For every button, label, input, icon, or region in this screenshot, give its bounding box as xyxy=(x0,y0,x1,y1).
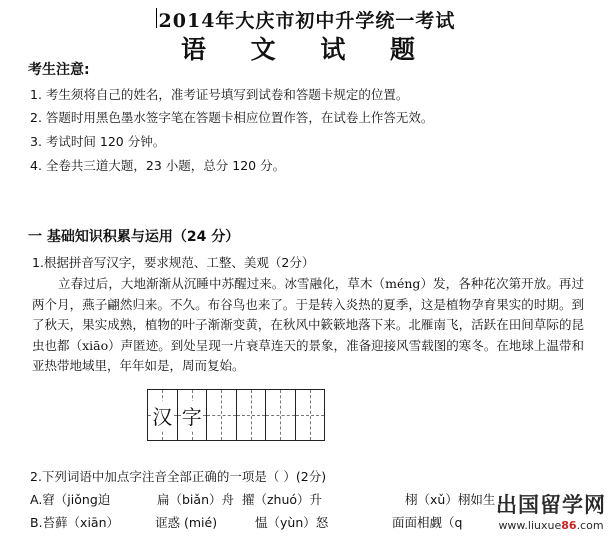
option-term: 栩（xǔ）栩如生 xyxy=(405,492,496,507)
watermark-url: www.liuxue86.com xyxy=(498,519,604,532)
exam-subtitle: 语 文 试 题 xyxy=(180,35,434,64)
option-term: 扁（biǎn）舟 xyxy=(157,492,234,507)
section-heading: 一 基础知识积累与运用（24 分） xyxy=(28,229,240,245)
grid-cell xyxy=(237,390,267,440)
grid-cell xyxy=(178,390,208,440)
option-term: A.窘（jiǒng迫 xyxy=(30,492,111,507)
grid-char: 字 xyxy=(181,401,203,430)
grid-cell xyxy=(266,390,296,440)
option-term: 愠（yùn）怒 xyxy=(255,515,329,530)
option-term: B.苔藓（xiān） xyxy=(30,515,120,530)
grid-cell xyxy=(148,390,178,440)
notice-heading: 考生注意: xyxy=(28,62,90,78)
question-1-prompt: 1.根据拼音写汉字，要求规范、工整、美观（2分） xyxy=(32,255,315,270)
grid-cell xyxy=(296,390,325,440)
writing-grid xyxy=(147,389,325,441)
option-term: 擢（zhuó）升 xyxy=(242,492,323,507)
notice-item: 1. 考生须将自己的姓名，准考证号填写到试卷和答题卡规定的位置。 xyxy=(30,87,409,102)
grid-cell xyxy=(207,390,237,440)
option-term: 诓惑 (mié) xyxy=(155,515,218,530)
grid-char: 汉 xyxy=(151,401,173,430)
notice-item: 4. 全卷共三道大题，23 小题，总分 120 分。 xyxy=(30,158,286,173)
question-2-prompt: 2.下列词语中加点字注音全部正确的一项是（ ）(2分) xyxy=(30,469,327,484)
notice-item: 2. 答题时用黑色墨水签字笔在答题卡相应位置作答，在试卷上作答无效。 xyxy=(30,110,434,125)
site-watermark xyxy=(496,489,606,532)
watermark-title: 出国留学网 xyxy=(496,493,606,517)
question-1-passage: 立春过后，大地渐渐从沉睡中苏醒过来。冰雪融化，草木（méng）发，各种花次第开放。再过两个月，燕子翩然归来。不久。布谷鸟也来了。于是转入炎热的夏季，这是植物孕育果实的时期。到了秋天，果实成熟，植物的叶子渐渐变黄，在秋风中簌簌地落下来。北雁南飞，活跃在田间草际的昆虫也都（xiāo）声匿迹。到处呈现一片衰草连天的景象，准备迎接风雪载图的寒冬。在地球上温带和亚热带地域里，年年如是，周而复始。 xyxy=(32,276,584,373)
option-term: 面面相觑（q xyxy=(392,515,463,530)
exam-title: 2014年大庆市初中升学统一考试 xyxy=(158,10,456,32)
notice-item: 3. 考试时间 120 分钟。 xyxy=(30,134,166,149)
